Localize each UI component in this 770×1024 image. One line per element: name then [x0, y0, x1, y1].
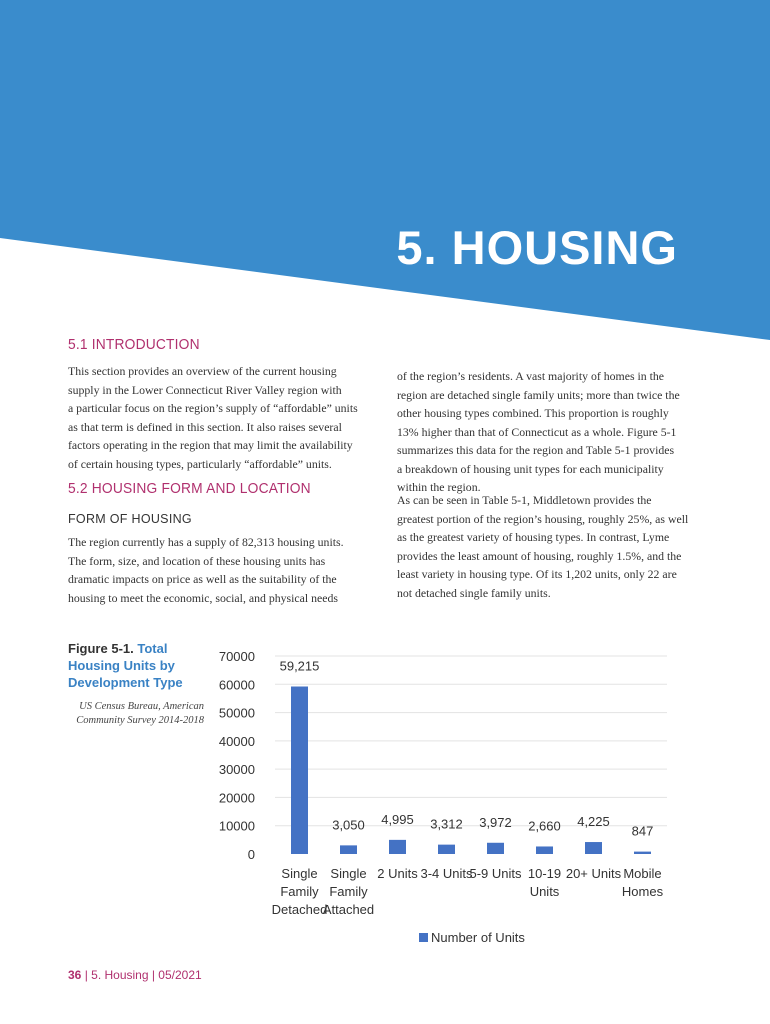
chart-y-ticks: [219, 649, 255, 862]
bar: [438, 845, 455, 854]
x-category-label: Mobile: [623, 866, 662, 881]
text-line: as that term is defined in this section. It also raises several: [68, 419, 342, 434]
text-line: The region currently has a supply of 82,313 housing units.: [68, 535, 344, 549]
footer-text: | 5. Housing | 05/2021: [84, 968, 202, 982]
housing-form-heading: 5.2 HOUSING FORM AND LOCATION: [68, 480, 311, 497]
chart-gridlines: [275, 656, 667, 826]
page-number: 36: [68, 968, 82, 982]
bar-value-label: 2,660: [528, 818, 561, 834]
x-category-label: Family: [280, 884, 319, 899]
text-line: As can be seen in Table 5-1, Middletown provides the: [397, 493, 652, 507]
y-tick-label: 60000: [218, 677, 255, 693]
chapter-title: 5. HOUSING: [396, 221, 678, 274]
y-tick-label: 70000: [218, 649, 255, 664]
chart-data-labels: [280, 659, 654, 839]
x-category-label: 3-4 Units: [420, 866, 473, 881]
y-tick-label: 50000: [218, 705, 255, 721]
right-column-paragraph-2: [397, 491, 717, 602]
figure-title: Total Housing Units by Development Type: [68, 641, 183, 690]
x-category-label: Single: [281, 866, 318, 881]
bar: [389, 840, 406, 854]
housing-units-bar-chart: [205, 630, 725, 960]
bar-value-label: 4,225: [577, 814, 610, 830]
text-line: a particular focus on the region’s supply of “affordable” units: [68, 401, 358, 415]
x-category-label: Detached: [271, 902, 328, 917]
bar-value-label: 59,215: [279, 658, 320, 674]
form-of-housing-subheading: FORM OF HOUSING: [68, 512, 192, 526]
bar: [340, 845, 357, 854]
text-line: dramatic impacts on price as well as the suitability of the: [68, 572, 337, 586]
legend-swatch: [419, 933, 428, 942]
text-line: a breakdown of housing unit types for each municipality: [397, 461, 664, 476]
bar: [634, 852, 651, 854]
x-category-label: Single: [330, 866, 367, 881]
x-category-label: Attached: [322, 902, 375, 917]
right-column-paragraph-1: [397, 367, 717, 497]
text-line: within the region.: [397, 480, 481, 494]
text-line: least variety in housing type. Of its 1,202 units, only 22 are: [397, 567, 677, 581]
x-category-label: Family: [329, 884, 368, 899]
chart-x-categories: [272, 866, 664, 917]
legend-label: Number of Units: [431, 930, 525, 945]
text-line: region are detached single family units; more than twice the: [397, 387, 680, 402]
bar-value-label: 847: [631, 823, 654, 839]
x-category-label: 2 Units: [377, 866, 418, 881]
bar-value-label: 3,972: [479, 814, 512, 830]
figure-number: Figure 5-1.: [68, 641, 134, 656]
x-category-label: 10-19: [527, 866, 562, 881]
x-category-label: Homes: [621, 884, 664, 899]
figure-caption: [68, 640, 203, 691]
y-tick-label: 10000: [218, 818, 255, 834]
x-category-label: 5-9 Units: [469, 866, 522, 881]
chart-legend: [419, 930, 525, 945]
y-tick-label: 0: [247, 847, 255, 862]
text-line: not detached single family units.: [397, 585, 551, 600]
page-footer: [68, 968, 202, 982]
header-banner: [0, 0, 770, 345]
figure-source: US Census Bureau, American Community Survey 2014-2018: [76, 701, 204, 726]
y-tick-label: 20000: [218, 790, 255, 806]
bar: [536, 846, 553, 854]
text-line: other housing types combined. This proportion is roughly: [397, 406, 669, 420]
text-line: The form, size, and location of these housing units has: [68, 553, 326, 568]
text-line: housing to meet the economic, social, and physical needs: [68, 590, 338, 605]
bar-value-label: 4,995: [381, 811, 414, 827]
bar: [585, 842, 602, 854]
text-line: 13% higher than that of Connecticut as a whole. Figure 5-1: [397, 424, 677, 439]
x-category-label: 20+ Units: [565, 866, 622, 881]
text-line: as the greatest variety of housing types. In contrast, Lyme: [397, 530, 670, 544]
text-line: of certain housing types, particularly “affordable” units.: [68, 456, 332, 471]
x-category-label: Units: [529, 884, 560, 899]
bar-value-label: 3,050: [332, 817, 365, 833]
intro-paragraph: [68, 362, 378, 473]
text-line: summarizes this data for the region and Table 5-1 provides: [397, 443, 675, 457]
text-line: factors operating in the region that may limit the availability: [68, 438, 353, 452]
text-line: supply in the Lower Connecticut River Valley region with: [68, 382, 342, 397]
y-tick-label: 40000: [218, 733, 255, 749]
text-line: This section provides an overview of the current housing: [68, 364, 337, 378]
text-line: provides the least amount of housing, roughly 1.5%, and the: [397, 548, 682, 563]
housing-form-paragraph: [68, 533, 378, 607]
intro-heading: 5.1 INTRODUCTION: [68, 336, 200, 353]
bar: [487, 843, 504, 854]
y-tick-label: 30000: [218, 762, 255, 778]
bar: [291, 687, 308, 854]
text-line: of the region’s residents. A vast majority of homes in the: [397, 369, 665, 383]
bar-value-label: 3,312: [430, 816, 463, 832]
text-line: greatest portion of the region’s housing, roughly 25%, as well: [397, 511, 689, 526]
